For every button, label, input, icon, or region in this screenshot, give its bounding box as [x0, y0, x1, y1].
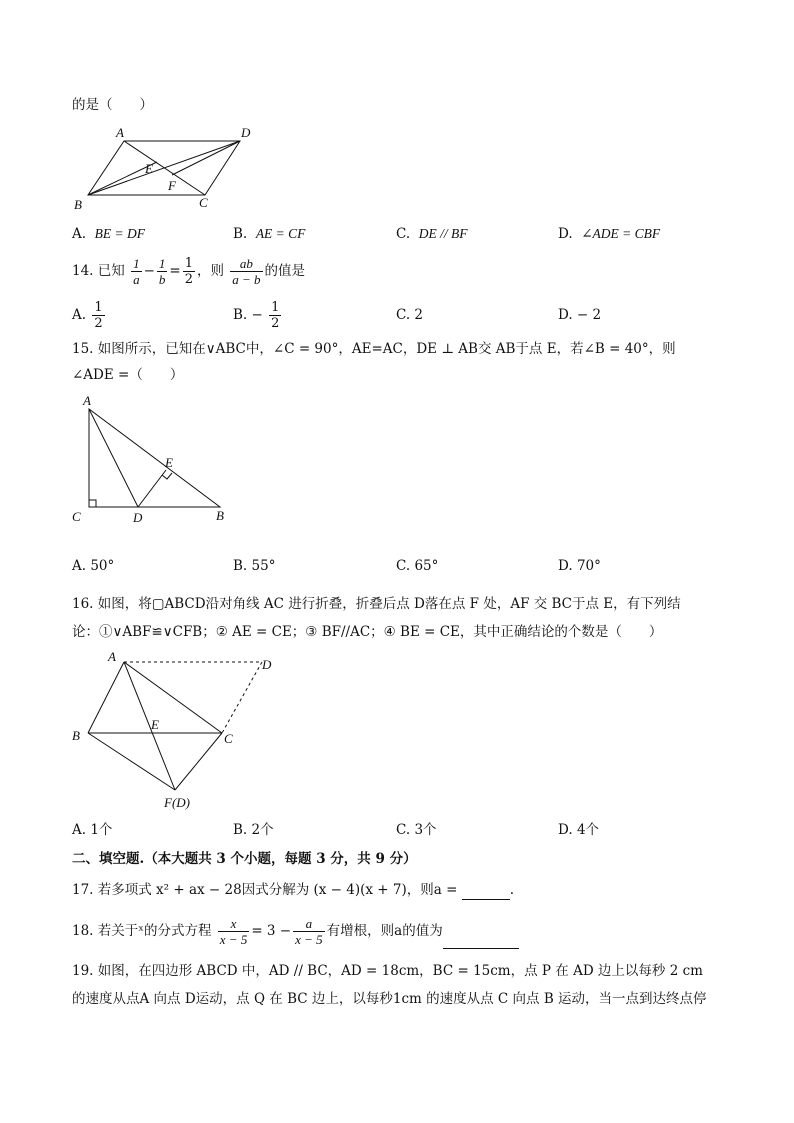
- q16-option-d[interactable]: D. 4个: [558, 822, 600, 838]
- q15-label-b: B: [216, 508, 224, 523]
- q14-frac-1-over-a: $\frac{1}{a}$: [133, 256, 140, 287]
- q13-label-a: A: [116, 125, 124, 140]
- q15-stem-line2: ∠ADE =（ ）: [72, 367, 184, 383]
- q18-frac-a-over-x-minus-5: $\frac{a}{x - 5}$: [295, 916, 323, 947]
- q15-label-e: E: [165, 455, 173, 470]
- q16-segment-ac: [124, 662, 222, 733]
- q19-stem-line2: 的速度从点A 向点 D运动，点 Q 在 BC 边上，以每秒1cm 的速度从点 C 向点 B 运动，当一点到达终点停: [72, 991, 707, 1007]
- q13-option-a[interactable]: A. BE = DF: [72, 226, 145, 242]
- q15-label-d: D: [133, 510, 143, 525]
- q13-option-d[interactable]: D. ∠ADE = CBF: [558, 226, 661, 242]
- q16-segment-cf: [175, 733, 222, 790]
- q13-stem-tail: 的是（ ）: [72, 97, 153, 113]
- section-2-title: 二、填空题.（本大题共 3 个小题，每题 3 分，共 9 分）: [72, 851, 417, 867]
- q16-option-c[interactable]: C. 3个: [396, 822, 437, 838]
- q16-segment-ab: [88, 662, 124, 733]
- q14-option-d[interactable]: D. − 2: [558, 307, 602, 323]
- q13-option-c[interactable]: C. DE // BF: [396, 226, 468, 242]
- q16-label-d: D: [262, 657, 272, 672]
- q16-label-b: B: [72, 728, 80, 743]
- q16-label-e: E: [151, 717, 159, 732]
- q16-label-a: A: [108, 649, 116, 664]
- q14-frac-ab-over-a-minus-b: $\frac{ab}{a - b}$: [232, 256, 261, 287]
- q16-stem-line2: 论：①∨ABF≌∨CFB；② AE = CE；③ BF//AC；④ BE = CE，其中正确结论的个数是（ ）: [72, 624, 663, 640]
- q13-label-c: C: [199, 195, 208, 210]
- q16-option-b[interactable]: B. 2个: [233, 822, 274, 838]
- q15-option-a[interactable]: A. 50°: [72, 558, 115, 574]
- q15-label-c: C: [72, 509, 81, 524]
- q14-option-c[interactable]: C. 2: [396, 307, 424, 323]
- q14-frac-1-over-b: $\frac{1}{b}$: [158, 256, 166, 287]
- q18-stem: 18. 若关于ˣ的分式方程 $\frac{x}{x - 5}$ = 3 − $\frac{a}{x - 5}$ 有增根，则a的值为: [72, 914, 519, 949]
- q17-answer-blank[interactable]: [462, 881, 510, 900]
- q16-option-a[interactable]: A. 1个: [72, 822, 113, 838]
- q16-segment-dc-dashed: [222, 662, 262, 733]
- q14-option-a[interactable]: A. $\frac{1}{2}$: [72, 300, 103, 331]
- q15-label-a: A: [83, 393, 91, 408]
- q15-stem-line1: 15. 如图所示，已知在∨ABC中，∠C = 90°，AE=AC，DE ⊥ AB交 AB于点 E，若∠B = 40°，则: [72, 341, 676, 357]
- q15-option-c[interactable]: C. 65°: [396, 558, 439, 574]
- q18-frac-x-over-x-minus-5: $\frac{x}{x - 5}$: [219, 916, 248, 947]
- q19-stem-line1: 19. 如图，在四边形 ABCD 中，AD // BC，AD = 18cm，BC = 15cm，点 P 在 AD 边上以每秒 2 cm: [72, 963, 703, 979]
- q15-option-b[interactable]: B. 55°: [233, 558, 276, 574]
- q16-label-f: F(D): [164, 795, 190, 810]
- q16-stem-line1: 16. 如图，将▢ABCD沿对角线 AC 进行折叠，折叠后点 D落在点 F 处，AF 交 BC于点 E，有下列结: [72, 596, 681, 612]
- q13-label-d: D: [241, 125, 251, 140]
- q17-stem: 17. 若多项式 x² + ax − 28因式分解为 (x − 4)(x + 7)，则a = .: [72, 882, 515, 898]
- q15-option-d[interactable]: D. 70°: [558, 558, 601, 574]
- q13-label-b: B: [74, 197, 82, 212]
- q14-stem: 14. 已知 $\frac{1}{a}$ − $\frac{1}{b}$ = $\frac{1}{2}$ ，则 $\frac{ab}{a - b}$ 的值是: [72, 256, 306, 287]
- q16-segment-af: [124, 662, 175, 790]
- q14-option-b[interactable]: B. − $\frac{1}{2}$: [233, 300, 280, 331]
- q13-option-b[interactable]: B. AE = CF: [233, 226, 306, 242]
- q14-frac-1-over-2: $\frac{1}{2}$: [184, 256, 193, 287]
- q18-answer-blank[interactable]: [443, 914, 519, 949]
- q16-segment-bf: [88, 733, 175, 790]
- q16-label-c: C: [224, 731, 233, 746]
- q13-label-f: F: [168, 178, 176, 193]
- q13-label-e: E: [145, 161, 153, 176]
